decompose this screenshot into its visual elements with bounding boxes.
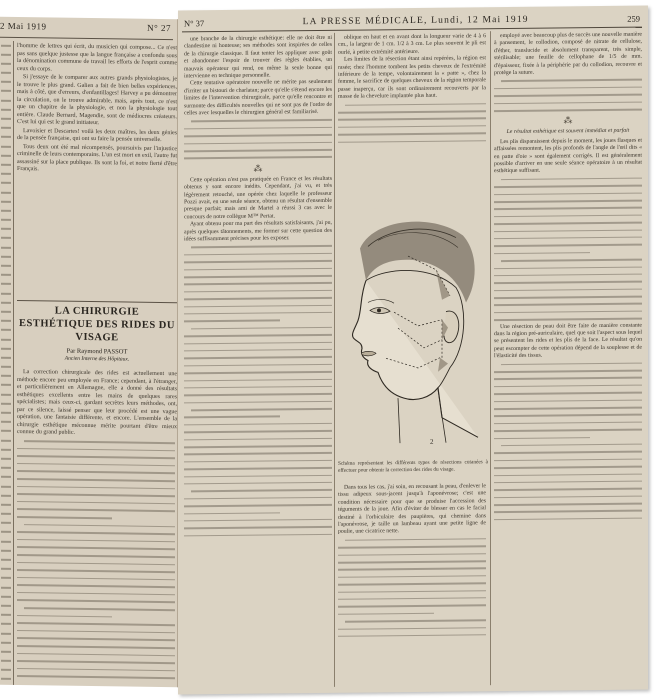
text-line	[1, 160, 12, 169]
text-line	[1, 583, 12, 592]
text-line	[1, 326, 12, 335]
col3-paragraph-2	[494, 137, 642, 176]
right-page-number: 259	[627, 13, 640, 24]
article-heading	[17, 297, 177, 363]
col2-filler-lines	[338, 535, 486, 640]
column-divider	[490, 31, 491, 685]
col2-text-mid: Les limites de la résection étant ainsi repérées, la région est rasée; chez l'homme tombent les petits cheveux de l'extrémité inférieure de la tempe, volontairement la « patte », chez la femme, le sacrifice de quelques cheveux de la région temporale passe inaperçu, car ils sont ordinairement recouverts par la masse de la chevelure implantée plus haut.	[338, 55, 486, 101]
article-body: La correction chirurgicale des rides est actuellement une méthode encore peu employée en France; cependant, à l'étranger, et particulièrement en Allemagne, elle a donné des résultats esthétiques excellents entre les mains de quelques rares spécialistes; mais ceux-ci, gardant secrètes leurs méthodes, ont, par ce silence, laissé penser que leur procédé est une vague opération, une fantaisie différente, et encore. L'ensemble de la chirurgie esthétique méconnue mérite pourtant d'être mieux connue du grand public.	[17, 369, 177, 436]
left-page	[0, 17, 178, 687]
text-line	[1, 123, 12, 132]
title-rule-top	[17, 300, 177, 303]
column-divider	[334, 33, 335, 687]
text-line	[1, 473, 12, 482]
text-line	[1, 390, 12, 399]
text-line	[494, 514, 642, 523]
text-line	[1, 289, 12, 298]
text-line	[1, 564, 12, 573]
col3-filler-lines	[494, 174, 642, 323]
col1-text-top: une branche de la chirurgie esthétique: elle ne doit être ni clandestine ni honteuse; ses méthodes sont inspirées de celles de la chirurgie classique. Il faut tenter les appliquer avec goût et abandonner l'espoir de trouver des règles établies, un mauvais opérateur qui rend, ou même la seule bonne qui intervienne en technique personnelle.	[184, 34, 332, 80]
text-line	[1, 142, 12, 151]
publication-name: LA PRESSE MÉDICALE, Lundi, 12 Mai 1919	[302, 14, 529, 28]
left-paragraph-3: Lavoisier et Descartes! voilà les deux maîtres, les deux génies de la pensée française, qui ont su faire la pensée universelle.	[17, 127, 177, 144]
text-line	[1, 500, 12, 509]
column-2-lower	[338, 483, 486, 640]
text-line	[1, 50, 12, 59]
article-body-continued	[17, 437, 175, 682]
text-line	[1, 206, 12, 215]
text-line	[1, 169, 12, 178]
text-line	[1, 280, 12, 289]
text-line	[1, 537, 12, 546]
col1-paragraph-2	[184, 176, 332, 244]
text-line	[1, 372, 12, 381]
left-page-number: N° 27	[147, 22, 171, 34]
col1-filler-lines	[184, 116, 332, 162]
text-line	[1, 601, 12, 610]
left-paragraph-2: Si j'essaye de le comparer aux autres grands physiologistes, je le trouve le plus grand. Galien a fait de bien belles expériences, mais à côté, que d'erreurs, d'enfantillages! Harvey a pu démontrer la circulation, on le trouve admirable, mais, après tout, ce n'est que un chapitre de la physiologie, et non la physiologie tout entière. Claude Bernard, Magendie, sont de médiocres créateurs. C'est lui qui est le grand initiateur.	[17, 74, 177, 127]
text-line	[1, 96, 12, 105]
svg-text:2: 2	[430, 437, 434, 446]
col3-filler-lines	[494, 359, 642, 523]
text-line	[1, 620, 12, 629]
text-line	[1, 316, 12, 325]
col2-paragraph-1	[338, 33, 486, 101]
text-line	[1, 252, 12, 261]
left-top-column	[17, 43, 177, 176]
text-line	[494, 315, 642, 324]
col3-text-bottom: Une résection de peau doit être faite de manière constante dans la région pré-auriculaire, quel que soit l'aspect sous lequel se présentent les rides et les plis de la face. Le résultat qu'on peut escompter de cette opération dépend de la souplesse et de l'élasticité des tissus.	[494, 322, 642, 360]
column-1	[184, 35, 332, 540]
col2-text-bottom: Dans tous les cas, j'ai soin, en recousant la peau, d'enlever le tissu adipeux sous-jacent jusqu'à l'aponévrose; c'est une condition nécessaire pour que se produise l'accession des téguments de la joue. Afin d'éviter de blesser en cas le facial destiné à l'orbiculaire des paupières, qui chemine dans l'aponévrose, je taille un lambeau ayant une petite ligne de poulie, une cicatrice nette.	[338, 483, 486, 536]
article-body-column	[17, 369, 177, 439]
text-line	[1, 427, 12, 436]
col1-text-low: Cette opération n'est pas pratiquée en France et les résultats obtenus y sont encore inédits. Cependant, j'ai vu, et très légèrement retouché, une opérée chez laquelle le professeur Pozzi avait, en une seule séance, obtenu un résultat d'ensemble presque parfait; mais ami de Martel a réussi 3 cas avec le concours de notre collègue M™ Pertat.	[184, 175, 332, 221]
text-line	[1, 335, 12, 344]
text-line	[1, 629, 12, 638]
text-line	[1, 592, 12, 601]
text-line	[494, 106, 642, 115]
text-line	[1, 656, 12, 665]
col3-filler-lines	[494, 76, 642, 115]
text-line	[1, 445, 12, 454]
text-line	[338, 631, 486, 640]
text-line	[1, 482, 12, 491]
col3-paragraph-3	[494, 322, 642, 361]
text-line	[1, 546, 12, 555]
text-line	[1, 463, 12, 472]
text-line	[184, 531, 332, 540]
text-line	[1, 270, 12, 279]
col2-paragraph-2	[338, 483, 486, 536]
text-line	[1, 215, 12, 224]
text-line	[1, 647, 12, 656]
text-line	[1, 353, 12, 362]
text-line	[1, 225, 12, 234]
text-line	[184, 153, 332, 162]
ornament-fleuron: ⁂	[253, 163, 263, 174]
text-line	[1, 105, 12, 114]
ornament-fleuron: ⁂	[563, 115, 573, 126]
col1-text-mid: Cette tentative opératoire nouvelle ne mérite pas seulement d'irriter un bistouri de charlatan; parce qu'elle s'étend encore les limites de l'intervention chirurgicale, parce qu'elle rencontre et surmonte des difficultés nouvelles qui ne sont pas de l'ordre de celles avec lesquelles le chirurgien général est familiarisé.	[184, 79, 332, 117]
column-2	[338, 33, 486, 146]
right-page	[178, 6, 648, 695]
text-line	[1, 243, 12, 252]
text-line	[1, 114, 12, 123]
text-line	[1, 528, 12, 537]
text-line	[17, 672, 175, 682]
text-line	[1, 408, 12, 417]
text-line	[1, 59, 12, 68]
text-line	[1, 179, 12, 188]
text-line	[1, 574, 12, 583]
column-3	[494, 32, 642, 524]
text-line	[1, 610, 12, 619]
col1-paragraph-1	[184, 35, 332, 118]
text-line	[1, 261, 12, 270]
col3-text-top: employé avec beaucoup plus de succès une nouvelle manière à pansement, le collodion, composé de nitrate de cellulose, d'éther, translucide et absolument transparent, très simple, stérilisable; une feuille de cellophane de 1/5 de mm. d'épaisseur, fixée à la périphérie par du collodion, recouvre et protège la suture.	[494, 31, 642, 77]
text-line	[1, 675, 12, 684]
col3-section-title: Le résultat esthétique est souvent immédiat et parfait	[506, 128, 630, 136]
col3-text-body: Les plis disparaissent depuis le moment, les joues flasques et affaissées remontent, les plis profonds de l'angle de l'œil dits « en patte d'oie » sont également corrigés. Il est généralement possible d'arriver en une seule séance opératoire à un résultat esthétique suffisant.	[494, 137, 642, 175]
text-line	[1, 519, 12, 528]
text-line	[1, 197, 12, 206]
text-line	[1, 344, 12, 353]
text-line	[1, 188, 12, 197]
text-line	[1, 381, 12, 390]
col1-text-bottom: Ayant obtenu pour ma part des résultats satisfaisants, j'ai pu, après quelques tâtonnements, me former sur cette question des idées suffisamment précises pour les exposer.	[184, 220, 332, 243]
article-author: Par Raymond PASSOT	[66, 347, 128, 356]
text-line	[1, 78, 12, 87]
text-line	[1, 307, 12, 316]
text-line	[1, 454, 12, 463]
text-line	[1, 436, 12, 445]
article-title: LA CHIRURGIE ESTHÉTIQUE DES RIDES DU VISAGE	[19, 305, 175, 344]
text-line	[1, 234, 12, 243]
text-line	[1, 87, 12, 96]
left-page-date: 2 Mai 1919	[0, 20, 47, 32]
col2-filler-lines	[338, 100, 486, 146]
text-line	[1, 555, 12, 564]
face-illustration	[338, 207, 488, 459]
col1-filler-lines	[184, 242, 332, 539]
text-line	[1, 509, 12, 518]
left-paragraph-1: l'homme de lettres qui écrit, du musicien qui compose... Ce n'est pas sans quelque justesse que la langue française a confondu sous la dénomination commune de travail les efforts de l'esprit comme ceux du corps.	[17, 42, 177, 72]
text-line	[1, 666, 12, 675]
text-line	[1, 362, 12, 371]
text-line	[1, 638, 12, 647]
right-page-label: N° 37	[184, 18, 205, 29]
left-margin-column	[0, 41, 14, 685]
left-paragraph-4: Tous deux ont été mal récompensés, poursuivis par l'injustice criminelle de leurs contemporains. L'un est mort en exil, l'autre fut assassiné sur la place publique. Ils sont la foi, et notre fierté d'être Français.	[17, 143, 177, 173]
text-line	[1, 491, 12, 500]
figure-caption: Schéma représentant les différents types de résections cutanées à effectuer pour obtenir la correction des rides du visage.	[338, 459, 488, 474]
text-line	[1, 399, 12, 408]
text-line	[1, 68, 12, 77]
article-author-role: Ancien Interne des Hôpitaux.	[64, 355, 130, 363]
text-line	[1, 133, 12, 142]
text-line	[1, 417, 12, 426]
text-line	[1, 298, 12, 307]
text-line	[1, 41, 12, 50]
text-line	[1, 151, 12, 160]
text-line	[338, 137, 486, 146]
col2-text-top: oblique en haut et en avant dont la longueur varie de 4 à 6 cm., la largeur de 1 cm. 1/2 à 3 cm. Le plus souvent le pli est ourlé, à petite extrémité antérieure.	[338, 33, 486, 56]
col3-paragraph-1	[494, 32, 642, 78]
